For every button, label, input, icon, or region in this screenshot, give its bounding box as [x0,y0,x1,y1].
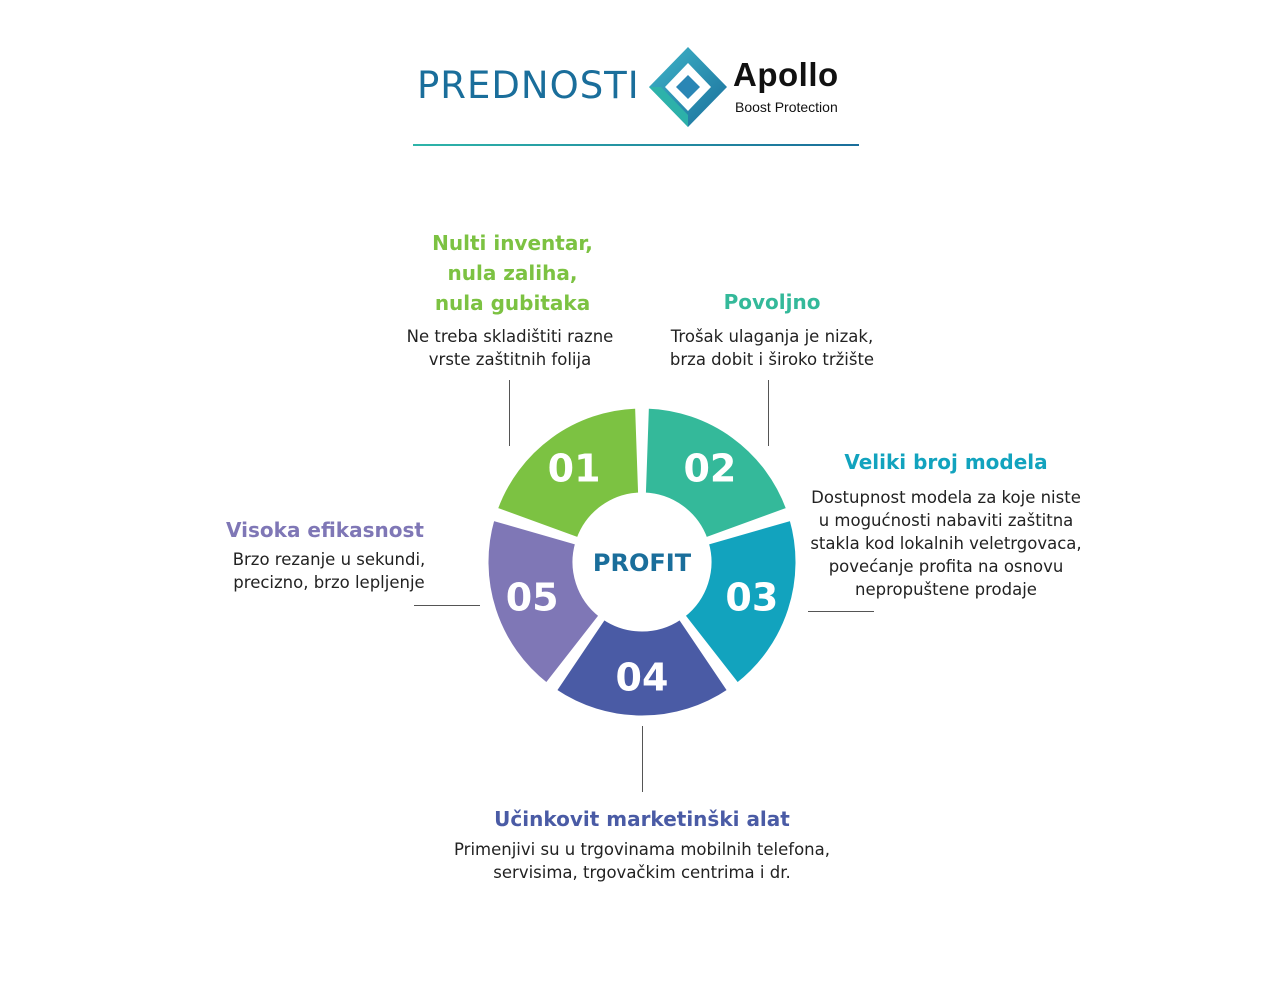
segment-03-description: Dostupnost modela za koje niste u mogućnosti nabaviti zaštitna stakla kod lokalnih veletrgovaca, povećanje profita na osnovu nepropuštene prodaje [810,488,1082,599]
segment-03-title: Veliki broj modela [844,450,1048,474]
center-label: PROFIT [592,549,692,577]
segment-05-number: 05 [505,575,559,620]
segment-03-number: 03 [725,575,779,620]
segment-05-title: Visoka efikasnost [226,518,424,542]
segment-04-title: Učinkovit marketinški alat [494,807,790,831]
page-title: PREDNOSTI [417,64,640,107]
profit-wheel [480,400,810,730]
header-divider [413,144,859,146]
segment-01-leader [509,380,510,446]
apollo-logo-icon [647,45,729,129]
segment-03-leader [808,611,874,612]
segment-04-number: 04 [615,655,669,700]
segment-05-description: Brzo rezanje u sekundi, precizno, brzo lepljenje [232,550,426,592]
segment-05-leader [414,605,480,606]
segment-01-title: Nulti inventar, nula zaliha, nula gubitaka [432,231,593,315]
brand-tagline: Boost Protection [735,99,838,115]
segment-01-number: 01 [547,446,601,491]
segment-04-leader [642,726,643,792]
segment-02-title: Povoljno [723,290,821,314]
segment-04-description: Primenjivi su u trgovinama mobilnih telefona, servisima, trgovačkim centrima i dr. [454,840,830,882]
segment-02-description: Trošak ulaganja je nizak, brza dobit i široko tržište [669,327,875,369]
brand-name: Apollo [733,56,839,93]
segment-02-number: 02 [683,446,737,491]
segment-02-leader [768,380,769,446]
segment-01-description: Ne treba skladištiti razne vrste zaštitnih folija [406,327,614,369]
